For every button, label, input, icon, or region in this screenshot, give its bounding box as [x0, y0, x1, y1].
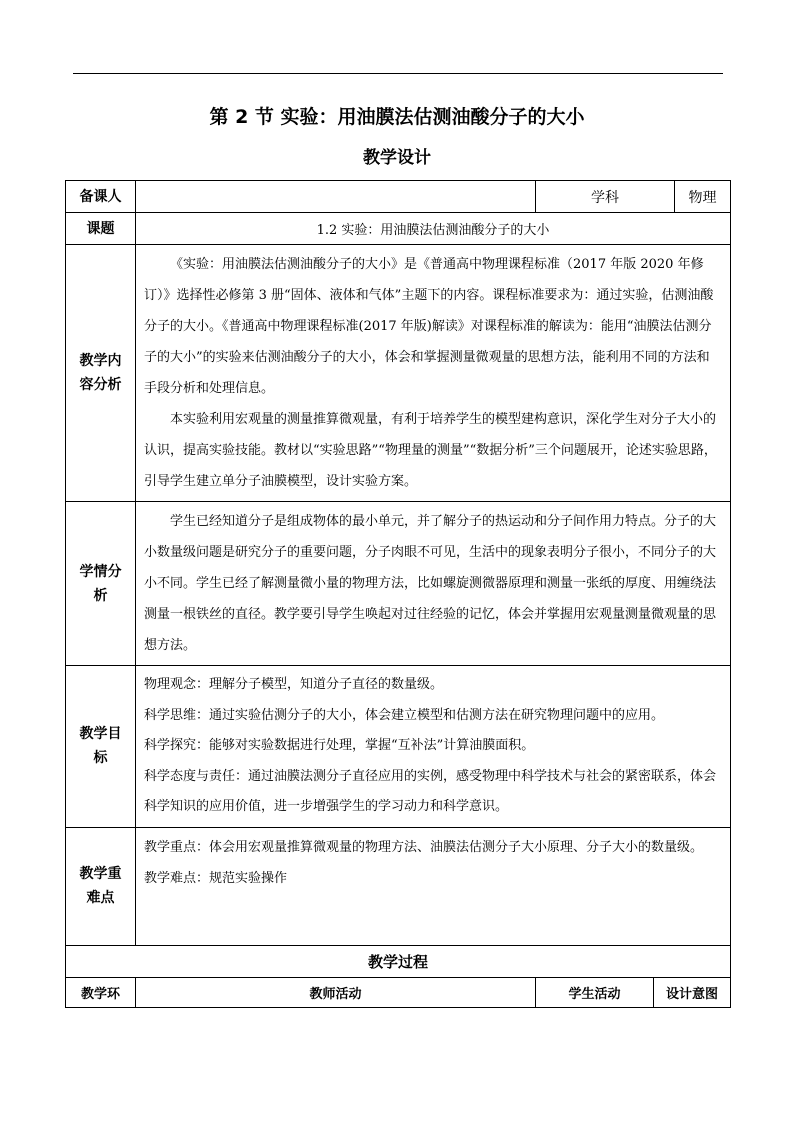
column-header: 教学环 [66, 977, 136, 1007]
column-header: 学生活动 [536, 977, 654, 1007]
paragraph: 科学态度与责任：通过油膜法测分子直径应用的实例，感受物理中科学技术与社会的紧密联系，体会科学知识的应用价值，进一步增强学生的学习动力和科学意识。 [144, 768, 717, 814]
lesson-plan-table [65, 180, 731, 1008]
section-label: 教学重难点 [66, 827, 136, 945]
section-body [136, 666, 731, 828]
section-label: 教学内容分析 [66, 245, 136, 502]
teacher-label: 备课人 [66, 181, 136, 213]
section-body [136, 502, 731, 666]
process-title: 教学过程 [66, 945, 731, 977]
paragraph: 科学探究：能够对实验数据进行处理，掌握“互补法”计算油膜面积。 [144, 738, 535, 753]
process-title-row [66, 945, 731, 977]
column-header: 设计意图 [654, 977, 731, 1007]
paragraph: 本实验利用宏观量的测量推算微观量，有利于培养学生的模型建构意识，深化学生对分子大小的认识，提高实验技能。教材以“实验思路”“物理量的测量”“数据分析”三个问题展开，论述实验思路，引导学生建立单分子油膜模型，设计实验方案。 [144, 412, 717, 489]
info-row-topic [66, 213, 731, 245]
paragraph: 《实验：用油膜法估测油酸分子的大小》是《普通高中物理课程标准（2017 年版 2020 年修订）》选择性必修第 3 册“固体、液体和气体”主题下的内容。课程标准要求为：通过实验，估测油酸分子的大小。《普通高中物理课程标准(2017 年版)解读》对课程标准的解读为：能用“油膜法估测分子的大小”的实验来估测油酸分子的大小，体会和掌握测量微观量的思想方法，能利用不同的方法和手段分析和处理信息。 [144, 257, 714, 396]
page-title: 第 2 节 实验：用油膜法估测油酸分子的大小 [209, 106, 585, 128]
section-teaching-goals [66, 666, 731, 828]
paragraph: 教学重点：体会用宏观量推算微观量的物理方法、油膜法估测分子大小原理、分子大小的数量级。 [144, 839, 704, 855]
header-rule [73, 73, 723, 74]
paragraph: 物理观念：理解分子模型，知道分子直径的数量级。 [144, 677, 444, 692]
info-row-teacher [66, 181, 731, 213]
section-label: 学情分析 [66, 502, 136, 666]
subject-value: 物理 [675, 181, 731, 213]
topic-label: 课题 [66, 213, 136, 245]
teacher-value [136, 181, 536, 213]
paragraph: 科学思维：通过实验估测分子的大小，体会建立模型和估测方法在研究物理问题中的应用。 [144, 707, 665, 723]
section-content-analysis [66, 245, 731, 502]
page-subtitle: 教学设计 [363, 148, 431, 168]
section-body [136, 827, 731, 945]
section-label: 教学目标 [66, 666, 136, 828]
topic-value: 1.2 实验：用油膜法估测油酸分子的大小 [136, 213, 731, 245]
section-body [136, 245, 731, 502]
process-header-row [66, 977, 731, 1007]
column-header: 教师活动 [136, 977, 536, 1007]
paragraph: 学生已经知道分子是组成物体的最小单元，并了解分子的热运动和分子间作用力特点。分子的大小数量级问题是研究分子的重要问题，分子肉眼不可见，生活中的现象表明分子很小，不同分子的大小不同。学生已经了解测量微小量的物理方法，比如螺旋测微器原理和测量一张纸的厚度、用缠绕法测量一根铁丝的直径。教学要引导学生唤起对过往经验的记忆，体会并掌握用宏观量测量微观量的思想方法。 [144, 514, 717, 653]
section-student-analysis [66, 502, 731, 666]
subject-label: 学科 [536, 181, 675, 213]
paragraph: 教学难点：规范实验操作 [144, 870, 288, 886]
section-key-points [66, 827, 731, 945]
